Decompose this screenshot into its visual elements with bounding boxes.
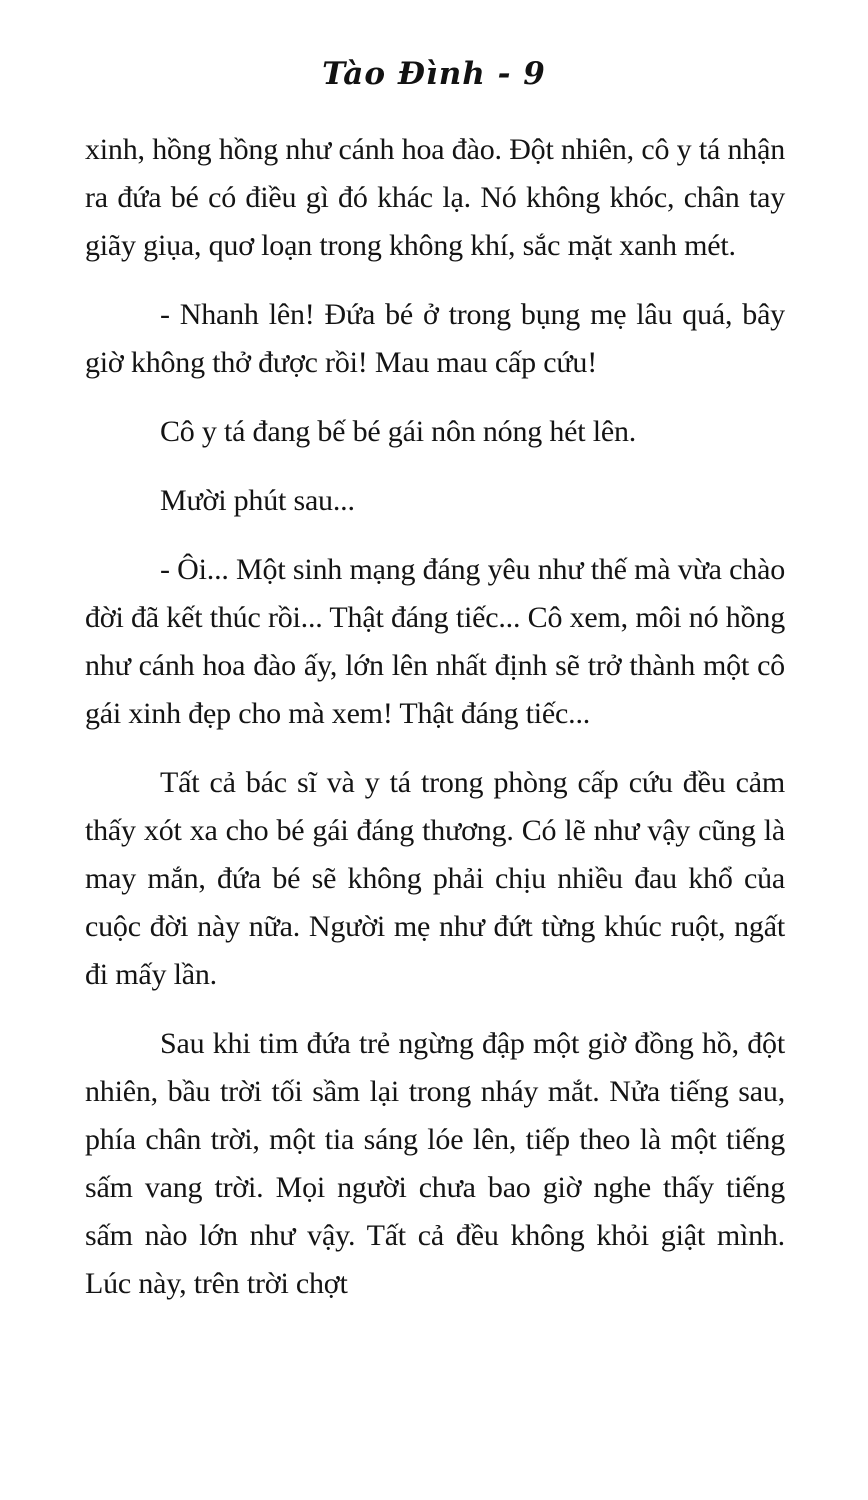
paragraph: - Ôi... Một sinh mạng đáng yêu như thế mà vừa chào đời đã kết thúc rồi... Thật đáng tiếc... Cô xem, môi nó hồng như cánh hoa đào ấy, lớn lên nhất định sẽ trở thành một cô gái xinh đẹp cho mà xem! Thật đáng tiếc... bbox=[85, 553, 785, 730]
running-header: Tào Đình - 9 bbox=[322, 56, 546, 92]
paragraph: Cô y tá đang bế bé gái nôn nóng hét lên. bbox=[160, 415, 637, 448]
page-body bbox=[85, 126, 785, 1329]
paragraph: Mười phút sau... bbox=[160, 484, 355, 517]
paragraph: - Nhanh lên! Đứa bé ở trong bụng mẹ lâu quá, bây giờ không thở được rồi! Mau mau cấp cứu! bbox=[85, 298, 785, 379]
paragraph: Sau khi tim đứa trẻ ngừng đập một giờ đồng hồ, đột nhiên, bầu trời tối sầm lại trong nháy mắt. Nửa tiếng sau, phía chân trời, một tia sáng lóe lên, tiếp theo là một tiếng sấm vang trời. Mọi người chưa bao giờ nghe thấy tiếng sấm nào lớn như vậy. Tất cả đều không khỏi giật mình. Lúc này, trên trời chợt bbox=[85, 1027, 785, 1300]
paragraph: Tất cả bác sĩ và y tá trong phòng cấp cứu đều cảm thấy xót xa cho bé gái đáng thương. Có lẽ như vậy cũng là may mắn, đứa bé sẽ không phải chịu nhiều đau khổ của cuộc đời này nữa. Người mẹ như đứt từng khúc ruột, ngất đi mấy lần. bbox=[85, 766, 785, 991]
paragraph: xinh, hồng hồng như cánh hoa đào. Đột nhiên, cô y tá nhận ra đứa bé có điều gì đó khác lạ. Nó không khóc, chân tay giãy giụa, quơ loạn trong không khí, sắc mặt xanh mét. bbox=[85, 133, 785, 262]
